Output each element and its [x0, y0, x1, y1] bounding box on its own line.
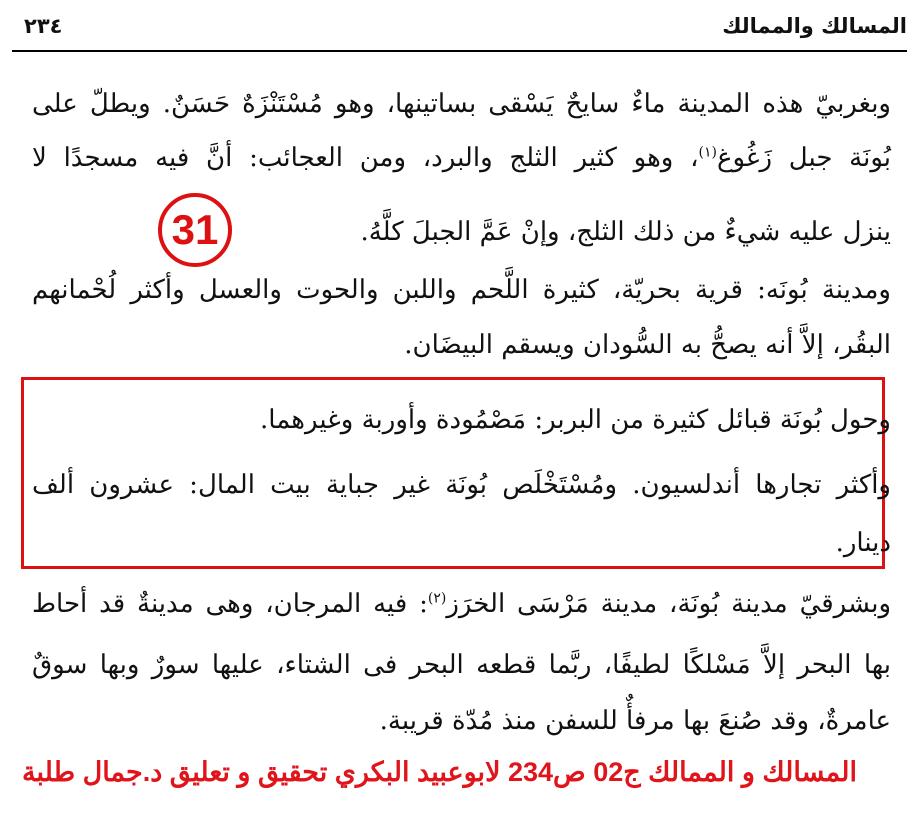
paragraph-4-line-2: دينار.	[835, 528, 891, 558]
paragraph-3-line-1: وحول بُونَة قبائل كثيرة من البربر: مَصْمُودة وأوربة وغيرهما.	[260, 405, 891, 435]
paragraph-2-line-1: ومدينة بُونَه: قرية بحريّة، كثيرة اللَّحم واللبن والحوت والعسل وأكثر لُحْمانهم	[32, 275, 891, 305]
paragraph-1-line-2-text-a: بُونَة جبل زَغُوغ	[716, 143, 891, 173]
paragraph-1-line-1: وبغربيّ هذه المدينة ماءٌ سايحٌ يَسْقى بساتينها، وهو مُسْتَنْزَهٌ حَسَنٌ. ويطلّ على	[32, 89, 891, 119]
paragraph-5-line-3: عامرةٌ، وقد صُنعَ بها مرفأٌ للسفن منذ مُدّة قريبة.	[379, 706, 891, 736]
running-title: المسالك والممالك	[722, 14, 907, 38]
paragraph-5-line-1-text-b: : فيه المرجان، وهى مدينةٌ قد أحاط	[32, 589, 428, 619]
footnote-ref-2: (٢)	[427, 590, 447, 607]
source-citation: المسالك و الممالك ج02 ص234 لابوعبيد البكري تحقيق و تعليق د.جمال طلبة	[22, 757, 857, 787]
page-number: ٢٣٤	[24, 14, 63, 38]
paragraph-1-line-2	[32, 138, 891, 178]
paragraph-5-line-1-text-a: وبشرقيّ مدينة بُونَة، مدينة مَرْسَى الخرَز	[446, 589, 891, 619]
stamp-number: 31	[158, 193, 232, 267]
paragraph-4-line-1: وأكثر تجارها أندلسيون. ومُسْتَخْلَص بُونَة غير جباية بيت المال: عشرون ألف	[32, 470, 891, 500]
paragraph-5-line-1	[32, 584, 891, 624]
header-rule	[12, 50, 907, 52]
paragraph-2-line-2: البقُر، إلاَّ أنه يصحُّ به السُّودان ويسقم البيضَان.	[404, 330, 891, 360]
paragraph-5-line-2: بها البحر إلاَّ مَسْلكًا لطيفًا، ربَّما قطعه البحر فى الشتاء، عليها سورٌ وبها سوقٌ	[32, 650, 891, 680]
paragraph-1-line-3: ينزل عليه شيءٌ من ذلك الثلج، وإنْ عَمَّ الجبلَ كلَّهُ.	[360, 217, 891, 247]
footnote-ref-1: (١)	[698, 144, 717, 161]
paragraph-1-line-2-text-b: ، وهو كثير الثلج والبرد، ومن العجائب: أنَّ فيه مسجدًا لا	[32, 143, 699, 173]
